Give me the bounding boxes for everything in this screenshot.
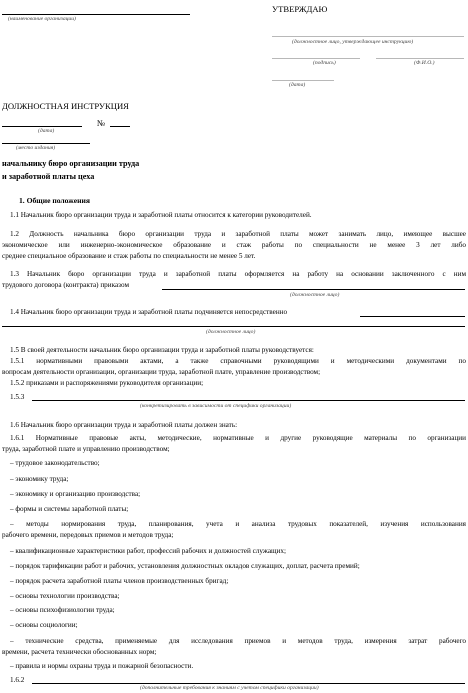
paragraph-1-5-1-line1: 1.5.1 нормативными правовыми актами, а также справочными руководящими и методическими документами по [10, 357, 466, 365]
document-title: ДОЛЖНОСТНАЯ ИНСТРУКЦИЯ [2, 101, 129, 111]
paragraph-1-6-1-line2: труда, заработной плате и управлению производством; [2, 445, 170, 453]
paragraph-1-5-3-caption: (конкретизировать в зависимости от специфики организации) [140, 403, 292, 409]
document-number-line [110, 126, 130, 127]
document-date-caption: (дата) [38, 128, 55, 134]
list-item-safety: – правила и нормы охраны труда и пожарной безопасности. [10, 662, 194, 670]
paragraph-1-5-1-line2: вопросам деятельности организации, организации труда, заработной плате, управление производством; [2, 368, 321, 376]
list-item-methods-line2: рабочего времени, передовых приемов и методов труда; [2, 531, 174, 539]
organization-name-line [2, 14, 190, 15]
section-heading: 1. Общие положения [19, 196, 90, 205]
organization-name-caption: (наименование организации) [8, 16, 76, 22]
list-item-psychophysiology: – основы психофизиологии труда; [10, 606, 115, 614]
full-name-caption: (Ф.И.О.) [414, 60, 435, 66]
paragraph-1-6-1-line1: 1.6.1 Нормативные правовые акты, методические, нормативные и другие руководящие материалы по организации [10, 434, 466, 442]
paragraph-1-1: 1.1 Начальник бюро организации труда и заработной платы относится к категории руководителей. [10, 211, 312, 219]
name-line [376, 58, 464, 59]
list-item-qualifications: – квалификационные характеристики работ, профессий рабочих и должностей служащих; [10, 547, 286, 555]
paragraph-1-6: 1.6 Начальник бюро организации труда и заработной платы должен знать: [10, 421, 238, 429]
paragraph-1-4-fill-line-a [360, 316, 465, 317]
paragraph-1-2-line3: среднее специальное образование и стаж работы по специальности не менее 5 лет. [2, 252, 256, 260]
list-item-wage-systems: – формы и системы заработной платы; [10, 505, 129, 513]
paragraph-1-4-fill-line-b [2, 326, 465, 327]
paragraph-1-4: 1.4 Начальник бюро организации труда и заработной платы подчиняется непосредственно [10, 308, 288, 316]
paragraph-1-5: 1.5 В своей деятельности начальник бюро организации труда и заработной платы руководствуется: [10, 346, 314, 354]
number-sign: № [97, 118, 106, 128]
paragraph-1-3-line1: 1.3 Начальник бюро организации труда и заработной платы оформляется на работу на основании заключенного с ним [10, 270, 466, 278]
approval-date-line [272, 80, 334, 81]
paragraph-1-3-fill-line [162, 289, 465, 290]
list-item-labor-law: – трудовое законодательство; [10, 459, 100, 467]
position-name-line2: и заработной платы цеха [2, 172, 95, 181]
list-item-labor-economics: – экономику труда; [10, 475, 69, 483]
list-item-technical-line2: времени, расчета технически обоснованных норм; [2, 648, 157, 656]
paragraph-1-4-caption: (должностное лицо) [206, 329, 256, 335]
paragraph-1-2-line2: экономическое или инженерно-экономическое образование и стаж работы по специальности не менее 3 лет либо [2, 241, 466, 249]
approver-position-line [272, 36, 464, 37]
list-item-technical-line1: – технические средства, применяемые для исследования приемов и методов труда, измерения затрат рабочего [10, 637, 466, 645]
place-caption: (место издания) [16, 145, 56, 151]
approve-heading: УТВЕРЖДАЮ [272, 4, 328, 14]
position-name-line1: начальнику бюро организации труда [2, 159, 140, 168]
paragraph-1-6-2-caption: (дополнительные требования к знаниям с учетом специфики организации) [140, 685, 319, 691]
paragraph-1-5-2: 1.5.2 приказами и распоряжениями руководителя организации; [10, 379, 204, 387]
list-item-methods-line1: – методы нормирования труда, планирования, учета и анализа трудовых показателей, изучения использования [10, 520, 466, 528]
document-date-line [2, 126, 82, 127]
list-item-production-economics: – экономику и организацию производства; [10, 490, 141, 498]
paragraph-1-3-caption: (должностное лицо) [290, 292, 340, 298]
paragraph-1-5-3-fill-line [32, 400, 465, 401]
list-item-technology: – основы технологии производства; [10, 592, 120, 600]
place-line [2, 143, 90, 144]
paragraph-1-3-line2: трудового договора (контракта) приказом [2, 281, 129, 289]
paragraph-1-6-2-fill-line [32, 683, 465, 684]
signature-caption: (подпись) [313, 60, 336, 66]
approval-date-caption: (дата) [289, 82, 306, 88]
paragraph-1-5-3: 1.5.3 [10, 393, 25, 401]
list-item-tariffication: – порядок тарификации работ и рабочих, установления должностных окладов служащих, доплат, расчета премий; [10, 562, 360, 570]
list-item-sociology: – основы социологии; [10, 621, 78, 629]
signature-line [272, 58, 360, 59]
list-item-brigade-wages: – порядок расчета заработной платы членов производственных бригад; [10, 577, 229, 585]
paragraph-1-6-2: 1.6.2 [10, 676, 25, 684]
paragraph-1-2-line1: 1.2 Должность начальника бюро организации труда и заработной платы может занимать лицо, имеющее высшее [10, 230, 466, 238]
approver-position-caption: (должностное лицо, утверждающее инструкцию) [292, 39, 414, 45]
